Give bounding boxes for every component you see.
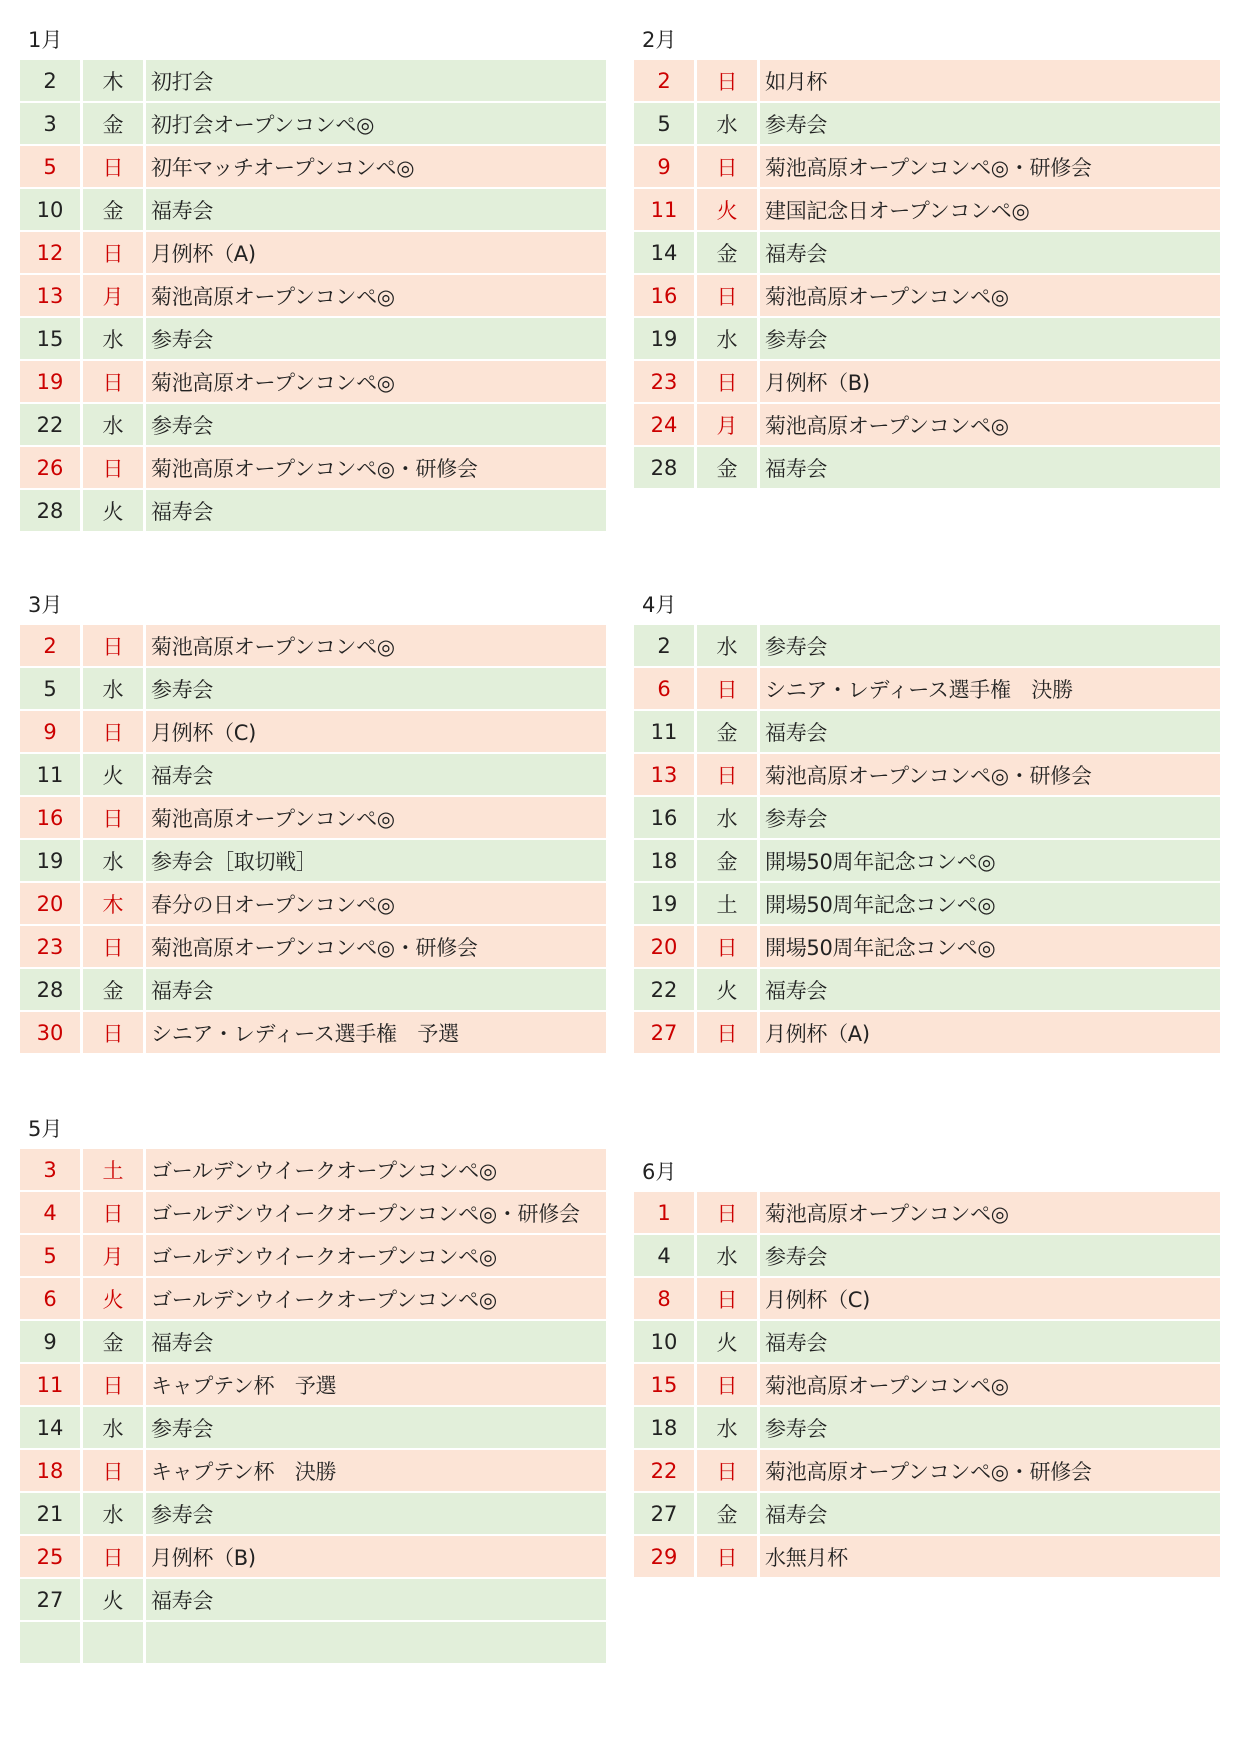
weekday-cell: 火 [697,189,757,230]
weekday-cell: 火 [83,1278,143,1319]
event-cell: 開場50周年記念コンペ◎ [760,883,1220,924]
weekday-cell: 日 [697,754,757,795]
event-cell: 菊池高原オープンコンペ◎ [760,404,1220,445]
schedule-row [634,1407,1220,1448]
day-cell: 3 [20,1149,80,1190]
day-cell: 19 [20,361,80,402]
schedule-row [634,189,1220,230]
month-block-mar [20,585,606,1055]
event-cell: 参寿会 [146,1493,606,1534]
weekday-cell: 日 [83,1364,143,1405]
weekday-cell: 日 [697,275,757,316]
day-cell: 11 [634,711,694,752]
day-cell: 19 [634,318,694,359]
day-cell: 18 [634,840,694,881]
schedule-row [20,797,606,838]
event-cell: シニア・レディース選手権 決勝 [760,668,1220,709]
day-cell: 22 [634,969,694,1010]
day-cell: 2 [20,60,80,101]
schedule-row [20,146,606,187]
schedule-row [634,146,1220,187]
schedule-row [20,318,606,359]
event-cell: 福寿会 [760,447,1220,488]
event-cell: 菊池高原オープンコンペ◎ [146,275,606,316]
weekday-cell: 日 [697,1192,757,1233]
event-cell: 月例杯（C) [146,711,606,752]
schedule-row [634,1493,1220,1534]
day-cell: 9 [20,1321,80,1362]
day-cell: 27 [634,1012,694,1053]
schedule-row [634,840,1220,881]
day-cell: 2 [634,60,694,101]
weekday-cell: 日 [83,625,143,666]
event-cell: 菊池高原オープンコンペ◎・研修会 [760,754,1220,795]
schedule-row [20,1149,606,1190]
schedule-row [20,1536,606,1577]
event-cell: 初打会 [146,60,606,101]
month-title: 1月 [28,28,63,52]
schedule-row [634,318,1220,359]
month-title: 5月 [28,1117,63,1141]
weekday-cell: 土 [697,883,757,924]
event-cell: 菊池高原オープンコンペ◎ [760,1364,1220,1405]
event-cell: 初年マッチオープンコンペ◎ [146,146,606,187]
schedule-row [20,840,606,881]
weekday-cell: 日 [83,447,143,488]
weekday-cell: 水 [697,103,757,144]
weekday-cell: 水 [697,318,757,359]
event-cell: 福寿会 [760,1493,1220,1534]
schedule-row [634,275,1220,316]
month-title: 3月 [28,593,63,617]
event-cell: 福寿会 [760,1321,1220,1362]
schedule-row [20,60,606,101]
month-title: 2月 [642,28,677,52]
schedule-row [634,1364,1220,1405]
schedule-row [20,103,606,144]
event-cell: 月例杯（C) [760,1278,1220,1319]
event-cell: 開場50周年記念コンペ◎ [760,840,1220,881]
day-cell: 11 [20,754,80,795]
schedule-row [20,1235,606,1276]
day-cell: 19 [20,840,80,881]
day-cell: 5 [20,668,80,709]
day-cell: 4 [634,1235,694,1276]
event-cell: 参寿会 [760,1235,1220,1276]
day-cell: 13 [634,754,694,795]
day-cell: 28 [20,490,80,531]
weekday-cell: 日 [83,361,143,402]
day-cell: 14 [634,232,694,273]
event-cell: 参寿会 [760,1407,1220,1448]
schedule-row [20,1364,606,1405]
event-cell: 菊池高原オープンコンペ◎ [146,797,606,838]
weekday-cell: 金 [697,840,757,881]
schedule-row [634,668,1220,709]
weekday-cell: 日 [83,711,143,752]
day-cell: 2 [20,625,80,666]
weekday-cell: 木 [83,883,143,924]
weekday-cell: 金 [697,711,757,752]
event-cell: 菊池高原オープンコンペ◎ [146,361,606,402]
event-cell: 参寿会 [146,318,606,359]
weekday-cell: 金 [697,447,757,488]
event-cell: 参寿会 [760,318,1220,359]
schedule-row [634,232,1220,273]
schedule-row [20,754,606,795]
day-cell: 12 [20,232,80,273]
schedule-row [20,1622,606,1663]
schedule-row [20,232,606,273]
day-cell: 9 [634,146,694,187]
weekday-cell: 水 [83,1493,143,1534]
weekday-cell: 金 [83,103,143,144]
day-cell: 6 [20,1278,80,1319]
day-cell: 16 [634,275,694,316]
event-cell: 福寿会 [760,711,1220,752]
month-block-jan [20,20,606,533]
schedule-row [634,754,1220,795]
day-cell: 10 [634,1321,694,1362]
weekday-cell: 日 [697,60,757,101]
weekday-cell [83,1622,143,1663]
event-cell: ゴールデンウイークオープンコンペ◎ [146,1278,606,1319]
weekday-cell: 木 [83,60,143,101]
schedule-row [20,275,606,316]
day-cell: 25 [20,1536,80,1577]
schedule-row [634,103,1220,144]
event-cell: 福寿会 [760,969,1220,1010]
weekday-cell: 月 [697,404,757,445]
schedule-row [634,926,1220,967]
weekday-cell: 日 [83,1536,143,1577]
day-cell: 20 [20,883,80,924]
schedule-row [20,668,606,709]
weekday-cell: 日 [83,797,143,838]
schedule-row [20,883,606,924]
schedule-row [20,189,606,230]
weekday-cell: 金 [83,969,143,1010]
weekday-cell: 日 [697,361,757,402]
event-cell: 福寿会 [146,189,606,230]
day-cell: 18 [634,1407,694,1448]
schedule-row [634,447,1220,488]
event-cell: 参寿会 [146,404,606,445]
weekday-cell: 火 [83,1579,143,1620]
schedule-row [634,1450,1220,1491]
schedule-row [634,711,1220,752]
schedule-row [634,1235,1220,1276]
event-cell: 福寿会 [146,1321,606,1362]
day-cell: 20 [634,926,694,967]
day-cell: 3 [20,103,80,144]
weekday-cell: 水 [697,797,757,838]
weekday-cell: 金 [83,189,143,230]
day-cell: 8 [634,1278,694,1319]
event-cell: 菊池高原オープンコンペ◎・研修会 [760,1450,1220,1491]
day-cell: 26 [20,447,80,488]
day-cell: 28 [634,447,694,488]
event-cell: 菊池高原オープンコンペ◎ [760,1192,1220,1233]
schedule-row [20,361,606,402]
schedule-row [20,1579,606,1620]
event-cell: 初打会オープンコンペ◎ [146,103,606,144]
event-cell: 菊池高原オープンコンペ◎・研修会 [146,926,606,967]
day-cell: 9 [20,711,80,752]
weekday-cell: 日 [697,1536,757,1577]
day-cell: 19 [634,883,694,924]
day-cell: 5 [20,1235,80,1276]
weekday-cell: 水 [83,1407,143,1448]
event-cell: 参寿会 [146,668,606,709]
weekday-cell: 水 [83,404,143,445]
weekday-cell: 火 [697,1321,757,1362]
weekday-cell: 水 [697,625,757,666]
weekday-cell: 水 [83,840,143,881]
event-cell: 春分の日オープンコンペ◎ [146,883,606,924]
month-block-apr [634,585,1220,1055]
day-cell: 29 [634,1536,694,1577]
weekday-cell: 土 [83,1149,143,1190]
month-block-may [20,1109,606,1665]
month-title: 6月 [642,1160,677,1184]
weekday-cell: 日 [83,926,143,967]
event-cell: 福寿会 [146,754,606,795]
weekday-cell: 日 [83,146,143,187]
day-cell: 4 [20,1192,80,1233]
day-cell: 23 [634,361,694,402]
weekday-cell: 水 [83,318,143,359]
weekday-cell: 日 [83,1192,143,1233]
event-cell: 菊池高原オープンコンペ◎・研修会 [760,146,1220,187]
event-cell: 菊池高原オープンコンペ◎ [146,625,606,666]
schedule-row [634,361,1220,402]
event-cell: 福寿会 [146,969,606,1010]
day-cell: 22 [20,404,80,445]
event-cell: 菊池高原オープンコンペ◎・研修会 [146,447,606,488]
day-cell: 14 [20,1407,80,1448]
event-cell: 参寿会 [760,625,1220,666]
weekday-cell: 水 [697,1235,757,1276]
event-cell: キャプテン杯 予選 [146,1364,606,1405]
day-cell: 22 [634,1450,694,1491]
schedule-row [20,1407,606,1448]
event-cell: 月例杯（A) [146,232,606,273]
event-cell: 建国記念日オープンコンペ◎ [760,189,1220,230]
month-block-jun [634,1152,1220,1579]
day-cell [20,1622,80,1663]
schedule-row [20,1321,606,1362]
day-cell: 27 [20,1579,80,1620]
weekday-cell: 金 [83,1321,143,1362]
event-cell: 菊池高原オープンコンペ◎ [760,275,1220,316]
event-cell: ゴールデンウイークオープンコンペ◎・研修会 [146,1192,606,1233]
weekday-cell: 月 [83,275,143,316]
day-cell: 18 [20,1450,80,1491]
schedule-row [20,1278,606,1319]
weekday-cell: 火 [83,754,143,795]
event-cell: 如月杯 [760,60,1220,101]
day-cell: 15 [634,1364,694,1405]
schedule-row [634,404,1220,445]
weekday-cell: 水 [83,668,143,709]
weekday-cell: 火 [697,969,757,1010]
weekday-cell: 金 [697,232,757,273]
month-block-feb [634,20,1220,490]
weekday-cell: 日 [697,1012,757,1053]
schedule-row [20,969,606,1010]
event-cell: ゴールデンウイークオープンコンペ◎ [146,1149,606,1190]
schedule-row [20,625,606,666]
schedule-row [634,60,1220,101]
day-cell: 23 [20,926,80,967]
event-cell: 福寿会 [146,490,606,531]
event-cell: 福寿会 [760,232,1220,273]
weekday-cell: 火 [83,490,143,531]
schedule-row [634,1536,1220,1577]
month-title: 4月 [642,593,677,617]
event-cell: 参寿会 [146,1407,606,1448]
event-cell: 参寿会 [760,103,1220,144]
day-cell: 5 [634,103,694,144]
event-cell [146,1622,606,1663]
schedule-row [20,926,606,967]
day-cell: 13 [20,275,80,316]
event-cell: 参寿会［取切戦］ [146,840,606,881]
schedule-row [634,797,1220,838]
day-cell: 15 [20,318,80,359]
schedule-row [20,1192,606,1233]
schedule-row [634,883,1220,924]
weekday-cell: 日 [697,146,757,187]
schedule-row [634,969,1220,1010]
schedule-row [20,1450,606,1491]
day-cell: 6 [634,668,694,709]
event-cell: 参寿会 [760,797,1220,838]
day-cell: 21 [20,1493,80,1534]
event-cell: 水無月杯 [760,1536,1220,1577]
schedule-row [20,1012,606,1053]
event-cell: 月例杯（A) [760,1012,1220,1053]
day-cell: 28 [20,969,80,1010]
day-cell: 10 [20,189,80,230]
day-cell: 24 [634,404,694,445]
schedule-row [634,1012,1220,1053]
weekday-cell: 日 [697,1450,757,1491]
event-cell: ゴールデンウイークオープンコンペ◎ [146,1235,606,1276]
schedule-row [634,1321,1220,1362]
weekday-cell: 日 [83,1450,143,1491]
day-cell: 16 [634,797,694,838]
day-cell: 11 [20,1364,80,1405]
schedule-row [20,711,606,752]
schedule-row [634,1192,1220,1233]
schedule-row [634,1278,1220,1319]
weekday-cell: 月 [83,1235,143,1276]
weekday-cell: 金 [697,1493,757,1534]
day-cell: 11 [634,189,694,230]
day-cell: 1 [634,1192,694,1233]
event-cell: シニア・レディース選手権 予選 [146,1012,606,1053]
event-cell: キャプテン杯 決勝 [146,1450,606,1491]
weekday-cell: 水 [697,1407,757,1448]
day-cell: 5 [20,146,80,187]
event-cell: 開場50周年記念コンペ◎ [760,926,1220,967]
day-cell: 27 [634,1493,694,1534]
event-cell: 月例杯（B) [760,361,1220,402]
weekday-cell: 日 [697,668,757,709]
weekday-cell: 日 [697,1364,757,1405]
event-cell: 福寿会 [146,1579,606,1620]
day-cell: 2 [634,625,694,666]
day-cell: 16 [20,797,80,838]
weekday-cell: 日 [83,232,143,273]
weekday-cell: 日 [697,1278,757,1319]
weekday-cell: 日 [83,1012,143,1053]
event-cell: 月例杯（B) [146,1536,606,1577]
weekday-cell: 日 [697,926,757,967]
schedule-row [20,1493,606,1534]
schedule-row [20,490,606,531]
schedule-row [20,447,606,488]
day-cell: 30 [20,1012,80,1053]
schedule-row [20,404,606,445]
schedule-row [634,625,1220,666]
